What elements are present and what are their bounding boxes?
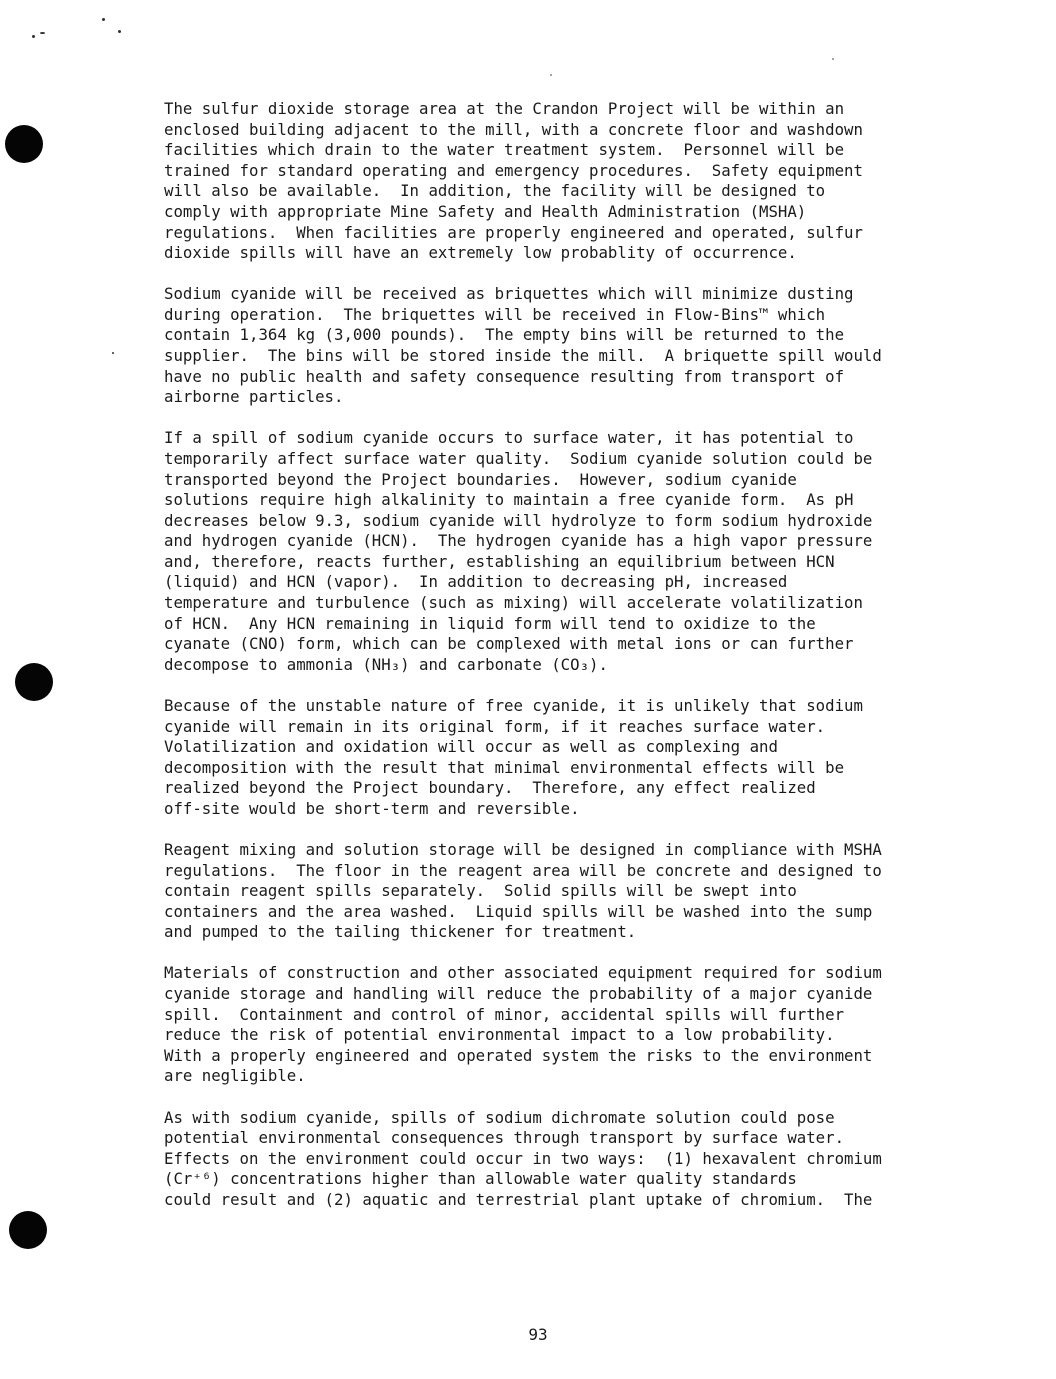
text-line: decreases below 9.3, sodium cyanide will hydrolyze to form sodium hydroxide [164,510,873,530]
text-line: and hydrogen cyanide (HCN). The hydrogen cyanide has a high vapor pressure [164,531,873,551]
scan-speck [112,352,114,354]
text-line: Reagent mixing and solution storage will be designed in compliance with MSHA [164,840,882,859]
text-line: With a properly engineered and operated system the risks to the environment [164,1045,873,1065]
text-line: during operation. The briquettes will be received in Flow-Bins™ which [164,304,826,324]
scan-speck [102,18,105,21]
text-line: reduce the risk of potential environmental impact to a low probability. [164,1025,835,1045]
text-line: facilities which drain to the water treatment system. Personnel will be [164,140,845,160]
text-line: decomposition with the result that minimal environmental effects will be [164,757,845,777]
text-line: contain 1,364 kg (3,000 pounds). The empty bins will be returned to the [164,325,845,345]
scan-speck [118,30,121,33]
text-line: comply with appropriate Mine Safety and Health Administration (MSHA) [164,201,807,221]
text-line: (liquid) and HCN (vapor). In addition to decreasing pH, increased [164,572,788,592]
text-line: Because of the unstable nature of free cyanide, it is unlikely that sodium [164,695,863,715]
paragraph-cyanide-surface-water [164,428,964,675]
text-line: supplier. The bins will be stored inside the mill. A briquette spill would [164,346,882,366]
text-line: contain reagent spills separately. Solid spills will be swept into [164,881,797,901]
binder-hole-bottom [9,1211,47,1249]
text-line: (Cr⁺⁶) concentrations higher than allowable water quality standards [164,1169,797,1189]
text-line: Volatilization and oxidation will occur as well as complexing and [164,737,778,757]
text-line: As with sodium cyanide, spills of sodium dichromate solution could pose [164,1107,835,1127]
binder-hole-middle [15,663,53,701]
paragraph-sodium-dichromate [164,1108,964,1211]
text-line: The sulfur dioxide storage area at the Crandon Project will be within an [164,99,845,118]
text-line: cyanide storage and handling will reduce the probability of a major cyanide [164,984,873,1004]
text-line: Materials of construction and other associated equipment required for sodium [164,963,882,983]
page-number: 93 [528,1325,548,1344]
binder-hole-top [5,125,43,163]
paragraph-sodium-cyanide-briquettes [164,284,964,408]
text-line: regulations. The floor in the reagent area will be concrete and designed to [164,860,882,880]
paragraph-reagent-mixing [164,840,964,943]
text-line: transported beyond the Project boundaries. However, sodium cyanide [164,469,797,489]
text-line: dioxide spills will have an extremely low probablity of occurrence. [164,243,797,263]
text-line: cyanate (CNO) form, which can be complexed with metal ions or can further [164,634,854,654]
document-body [164,99,964,1231]
text-line: cyanide will remain in its original form, if it reaches surface water. [164,716,826,736]
text-line: spill. Containment and control of minor, accidental spills will further [164,1004,845,1024]
text-line: decompose to ammonia (NH₃) and carbonate (CO₃). [164,654,608,674]
text-line: airborne particles. [164,387,344,407]
scan-speck [550,74,552,76]
text-line: solutions require high alkalinity to maintain a free cyanide form. As pH [164,490,854,510]
text-line: and, therefore, reacts further, establishing an equilibrium between HCN [164,551,835,571]
paragraph-unstable-free-cyanide [164,696,964,820]
scan-speck [832,58,834,60]
paragraph-materials-of-construction [164,963,964,1087]
text-line: have no public health and safety consequence resulting from transport of [164,366,845,386]
text-line: potential environmental consequences through transport by surface water. [164,1128,845,1148]
text-line: are negligible. [164,1066,306,1086]
text-line: realized beyond the Project boundary. Therefore, any effect realized [164,778,816,798]
text-line: containers and the area washed. Liquid spills will be washed into the sump [164,901,873,921]
paragraph-sulfur-dioxide-storage [164,99,964,264]
text-line: off-site would be short-term and reversible. [164,798,580,818]
scan-speck [40,32,45,34]
text-line: temperature and turbulence (such as mixing) will accelerate volatilization [164,593,863,613]
scan-speck [32,35,35,38]
text-line: enclosed building adjacent to the mill, with a concrete floor and washdown [164,119,863,139]
text-line: and pumped to the tailing thickener for treatment. [164,922,637,942]
text-line: If a spill of sodium cyanide occurs to surface water, it has potential to [164,428,854,448]
text-line: could result and (2) aquatic and terrestrial plant uptake of chromium. The [164,1189,873,1209]
text-line: of HCN. Any HCN remaining in liquid form will tend to oxidize to the [164,613,816,633]
text-line: will also be available. In addition, the facility will be designed to [164,181,826,201]
text-line: temporarily affect surface water quality. Sodium cyanide solution could be [164,448,873,468]
text-line: regulations. When facilities are properly engineered and operated, sulfur [164,222,863,242]
text-line: Sodium cyanide will be received as briquettes which will minimize dusting [164,284,854,304]
text-line: Effects on the environment could occur in two ways: (1) hexavalent chromium [164,1148,882,1168]
text-line: trained for standard operating and emergency procedures. Safety equipment [164,160,863,180]
